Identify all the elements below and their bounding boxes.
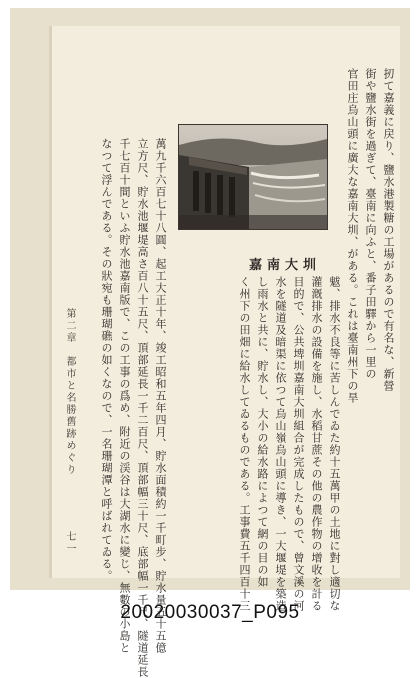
body-line: 立方尺、貯水池堰堤高さ百八十五尺、頂部延長一千二百尺、頂部幅三十尺、底部幅一千尺、隧道延長 bbox=[136, 138, 149, 678]
body-line: なつて浮んである。その狀宛も珊瑚礁の如くなので、一名珊瑚潭と呼ばれてゐる。 bbox=[100, 138, 113, 582]
body-line: 扨て嘉義に戻り、鹽水港製糖の工場があるので有名な、新營 bbox=[382, 68, 395, 392]
body-line: 目的で、公共埤圳嘉南大圳組合が完成したもので、曾文溪の河 bbox=[292, 276, 305, 612]
body-line: し雨水と共に、貯水し、大小の給水路によつて網の目の如 bbox=[256, 276, 269, 588]
page-number: 七一 bbox=[64, 531, 75, 555]
running-head: 第二章 都市と名勝舊跡めぐり bbox=[64, 308, 75, 476]
body-line: 街や鹽水街を過ぎて、臺南に向ふと、番子田驛から一里の bbox=[364, 68, 377, 380]
body-line: 灌漑排水の設備を施し、水稻甘蔗その他の農作物の增收を計る bbox=[310, 276, 323, 612]
body-line: 水を隧道及暗渠に依つて烏山嶺烏山頭に導き、一大堰堤を築造 bbox=[274, 276, 287, 612]
body-line: く州下の田畑に給水してゐるものである。工事費五千四百十三 bbox=[238, 276, 251, 612]
dam-photo bbox=[178, 124, 328, 230]
body-line: 魃、排水不良等に苦しんでゐた約十五萬甲の土地に對し適切な bbox=[328, 276, 341, 612]
accession-id: 20020030037_P095 bbox=[120, 602, 300, 623]
photo-caption: 嘉南大圳 bbox=[249, 258, 322, 273]
body-line: 千七百十間といふ貯水池嘉南版で、この工事の爲め、附近の渓谷は大湖水に變じ、無數の小島と bbox=[118, 138, 131, 654]
body-line: 官田庄烏山頭に廣大な嘉南大圳、がある。これは臺南州下の旱 bbox=[346, 68, 359, 404]
body-line: 萬九千六百七十八圓、起工大正十年、竣工昭和五年四月、貯水面積約一千町步、貯水量五十五億 bbox=[154, 138, 167, 654]
